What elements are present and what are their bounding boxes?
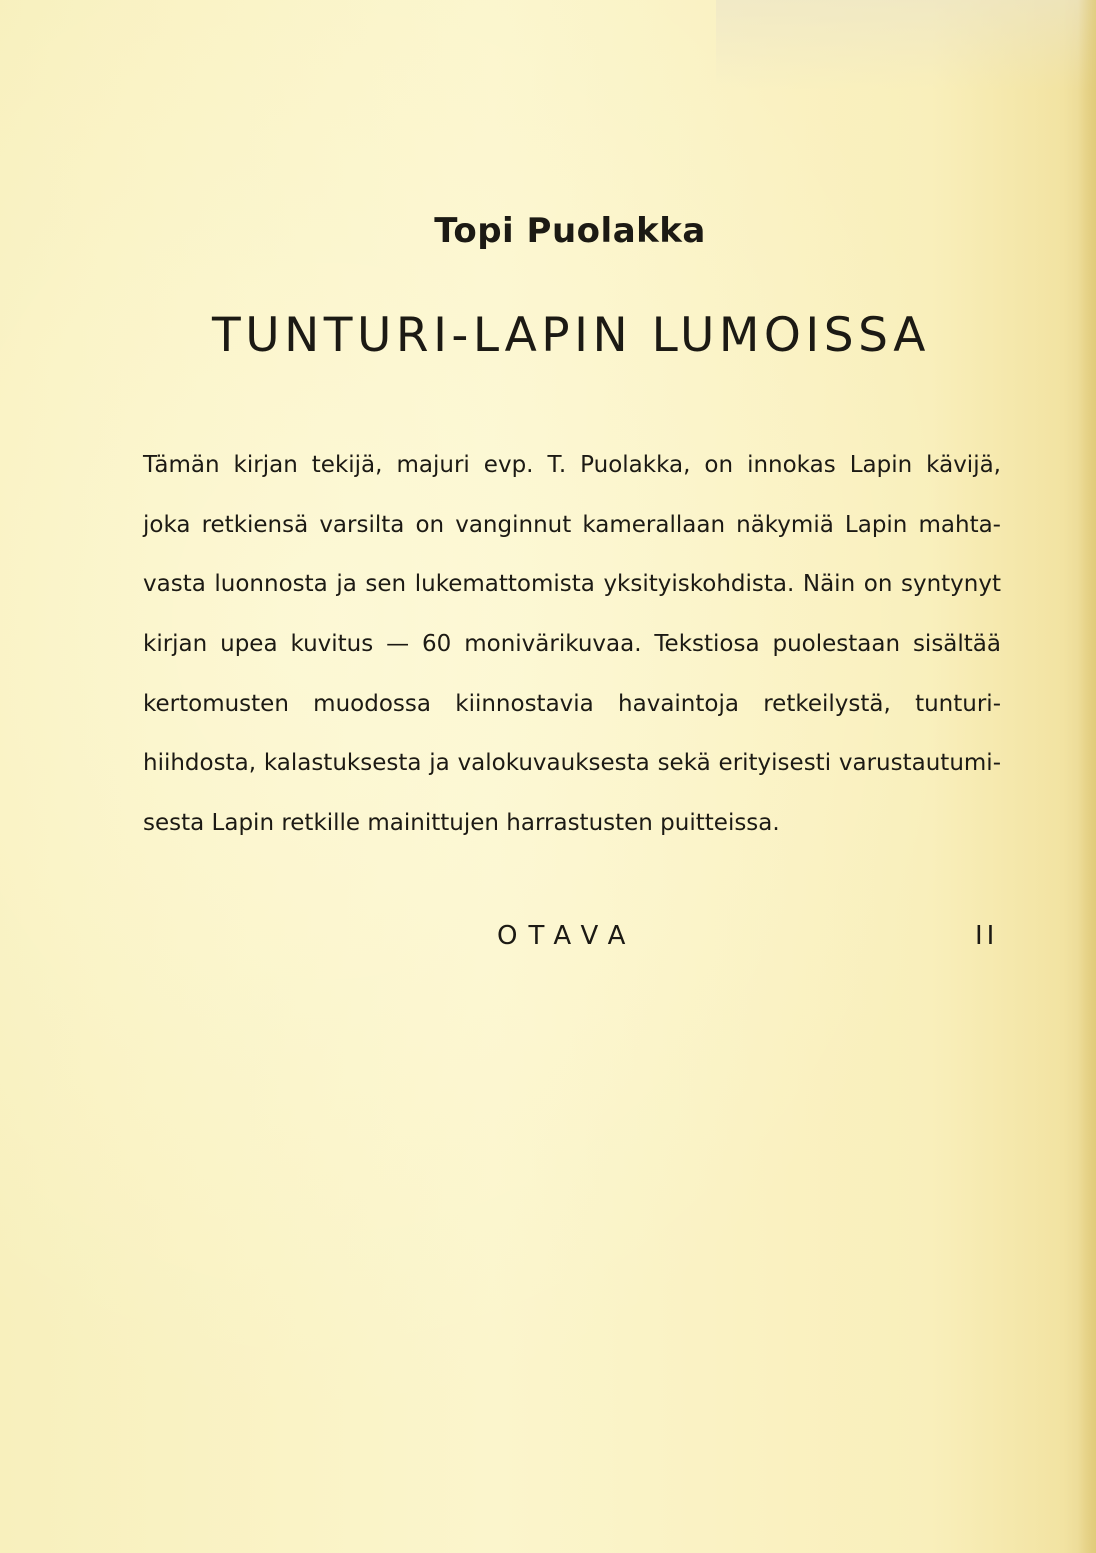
description-line: kirjan upea kuvitus — 60 monivärikuvaa. Tekstiosa puolestaan sisältää [143,631,1001,658]
book-title: TUNTURI-LAPIN LUMOISSA [212,308,930,363]
description-line: kertomusten muodossa kiinnostavia havaintoja retkeilystä, tunturi- [143,690,1001,717]
publisher-name: OTAVA [497,921,637,951]
paper-stain [716,0,1096,90]
description-line: hiihdosta, kalastuksesta ja valokuvauksesta sekä erityisesti varustautumi- [143,750,1001,777]
book-description [143,436,1001,854]
description-line: vasta luonnosta ja sen lukemattomista yksityiskohdista. Näin on syntynyt [143,571,1001,598]
volume-number: II [975,921,999,951]
description-line: sesta Lapin retkille mainittujen harrastusten puitteissa. [143,810,780,837]
description-line: joka retkiensä varsilta on vanginnut kamerallaan näkymiä Lapin mahta- [143,511,1001,538]
description-line: Tämän kirjan tekijä, majuri evp. T. Puolakka, on innokas Lapin kävijä, [143,452,1001,478]
author-name: Topi Puolakka [434,211,706,251]
